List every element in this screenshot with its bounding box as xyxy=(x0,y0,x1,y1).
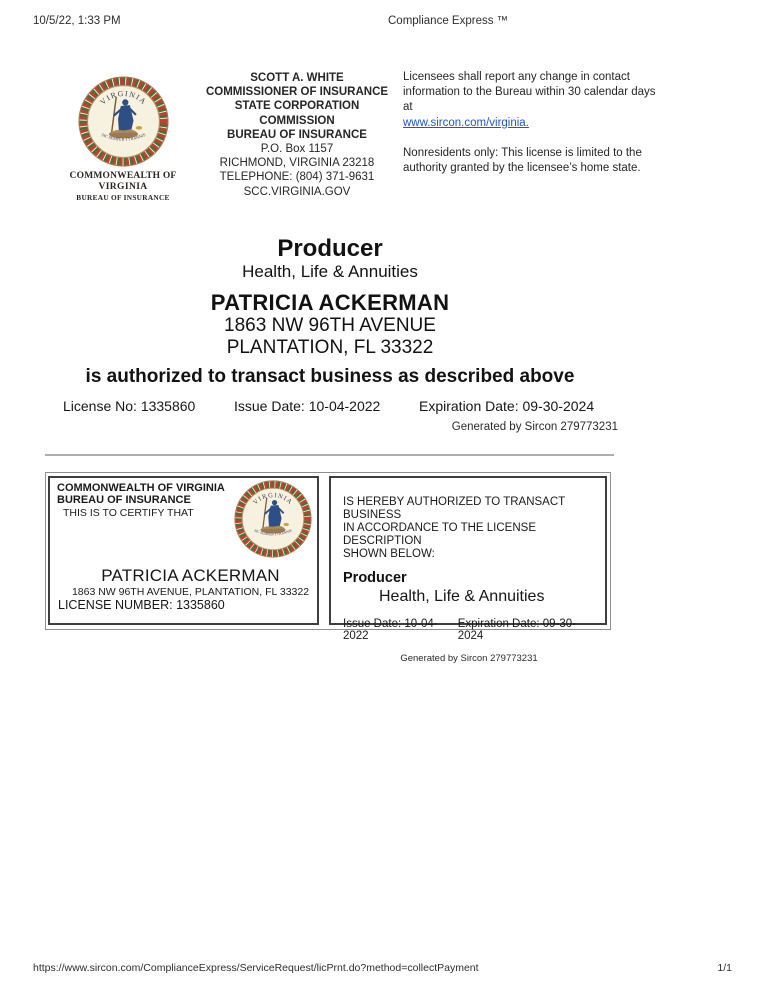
wallet-license-card xyxy=(45,472,611,664)
print-footer-page-number: 1/1 xyxy=(717,962,732,974)
virginia-seal-block xyxy=(58,76,188,202)
card-license-number: LICENSE NUMBER: 1335860 xyxy=(58,598,225,612)
commissioner-title: COMMISSIONER OF INSURANCE xyxy=(205,86,389,99)
seal-caption xyxy=(58,171,188,202)
notice1-line1: Licensees shall report any change in contact xyxy=(403,71,630,83)
section-divider xyxy=(45,454,614,456)
print-header-datetime: 10/5/22, 1:33 PM xyxy=(33,15,121,27)
authorization-statement: is authorized to transact business as described above xyxy=(85,366,575,387)
card-auth-line3: SHOWN BELOW: xyxy=(343,548,435,560)
card-org-line2: BUREAU OF INSURANCE xyxy=(57,494,191,506)
bureau-line: BUREAU OF INSURANCE xyxy=(227,128,367,141)
seal-bottom-ring-text: SIC SEMPER TYRANNIS xyxy=(253,528,293,537)
issue-date: Issue Date: 10-04-2022 xyxy=(234,398,381,414)
telephone-line: TELEPHONE: (804) 371-9631 xyxy=(219,171,375,184)
card-generated-by-line: Generated by Sircon 279773231 xyxy=(400,653,538,664)
website-line: SCC.VIRGINIA.GOV xyxy=(243,185,351,198)
nonresident-notice xyxy=(403,146,659,176)
city-line: RICHMOND, VIRGINIA 23218 xyxy=(219,157,375,170)
virginia-state-seal-icon xyxy=(78,76,169,167)
seal-caption-line3: BUREAU OF INSURANCE xyxy=(76,193,170,202)
commissioner-address-block xyxy=(203,71,391,199)
card-authorization-text xyxy=(343,496,595,561)
notice1-line2: information to the Bureau within 30 calendar days at xyxy=(403,86,656,114)
print-header-title: Compliance Express ™ xyxy=(388,15,509,27)
seal-top-ring-text: VIRGINIA xyxy=(97,88,149,107)
card-auth-line1: IS HEREBY AUTHORIZED TO TRANSACT BUSINESS xyxy=(343,496,565,521)
license-qualification: Health, Life & Annuities xyxy=(242,262,418,281)
licensee-report-notice xyxy=(403,70,659,131)
seal-caption-line1: COMMONWEALTH OF xyxy=(69,171,177,181)
agency-line1: STATE CORPORATION xyxy=(234,100,360,113)
commissioner-name: SCOTT A. WHITE xyxy=(250,72,344,84)
expiration-date: Expiration Date: 09-30-2024 xyxy=(419,398,595,414)
card-org-line1: COMMONWEALTH OF VIRGINIA xyxy=(57,482,225,494)
card-org-block xyxy=(57,482,225,506)
card-expiration-date: Expiration Date: 09-30-2024 xyxy=(457,618,576,642)
card-license-type: Producer xyxy=(343,570,407,586)
licensee-name: PATRICIA ACKERMAN xyxy=(210,290,450,315)
card-dates-row xyxy=(343,618,595,642)
license-number: License No: 1335860 xyxy=(63,398,196,414)
card-auth-line2: IN ACCORDANCE TO THE LICENSE DESCRIPTION xyxy=(343,522,536,547)
wallet-card-front xyxy=(48,476,319,625)
print-footer-url: https://www.sircon.com/ComplianceExpress/ServiceRequest/licPrnt.do?method=collectPayment xyxy=(33,962,479,974)
seal-bottom-ring-text: SIC SEMPER TYRANNIS xyxy=(100,132,146,142)
sircon-virginia-link[interactable]: www.sircon.com/virginia. xyxy=(403,116,529,129)
license-details-row xyxy=(0,398,768,416)
virginia-state-seal-icon-small xyxy=(234,480,312,558)
wallet-card-back xyxy=(329,476,607,664)
card-certify-text: THIS IS TO CERTIFY THAT xyxy=(63,507,194,519)
card-issue-date: Issue Date: 10-04-2022 xyxy=(343,618,438,642)
card-qualification: Health, Life & Annuities xyxy=(379,588,545,605)
licensee-address-line1: 1863 NW 96TH AVENUE xyxy=(224,315,436,336)
card-licensee-name: PATRICIA ACKERMAN xyxy=(101,566,280,585)
seal-top-ring-text: VIRGINIA xyxy=(252,492,294,507)
notice2-line2: authority granted by the licensee’s home state. xyxy=(403,162,641,175)
generated-by-line: Generated by Sircon 279773231 xyxy=(451,421,618,433)
agency-line2: COMMISSION xyxy=(259,114,335,127)
card-licensee-address: 1863 NW 96TH AVENUE, PLANTATION, FL 33322 xyxy=(71,586,310,598)
po-box-line: P.O. Box 1157 xyxy=(260,143,334,156)
notices-block xyxy=(403,70,659,176)
license-type-heading: Producer xyxy=(277,235,383,262)
licensee-address-line2: PLANTATION, FL 33322 xyxy=(226,337,434,358)
notice2-line1: Nonresidents only: This license is limited to the xyxy=(403,146,642,159)
seal-caption-line2: VIRGINIA xyxy=(98,182,148,192)
